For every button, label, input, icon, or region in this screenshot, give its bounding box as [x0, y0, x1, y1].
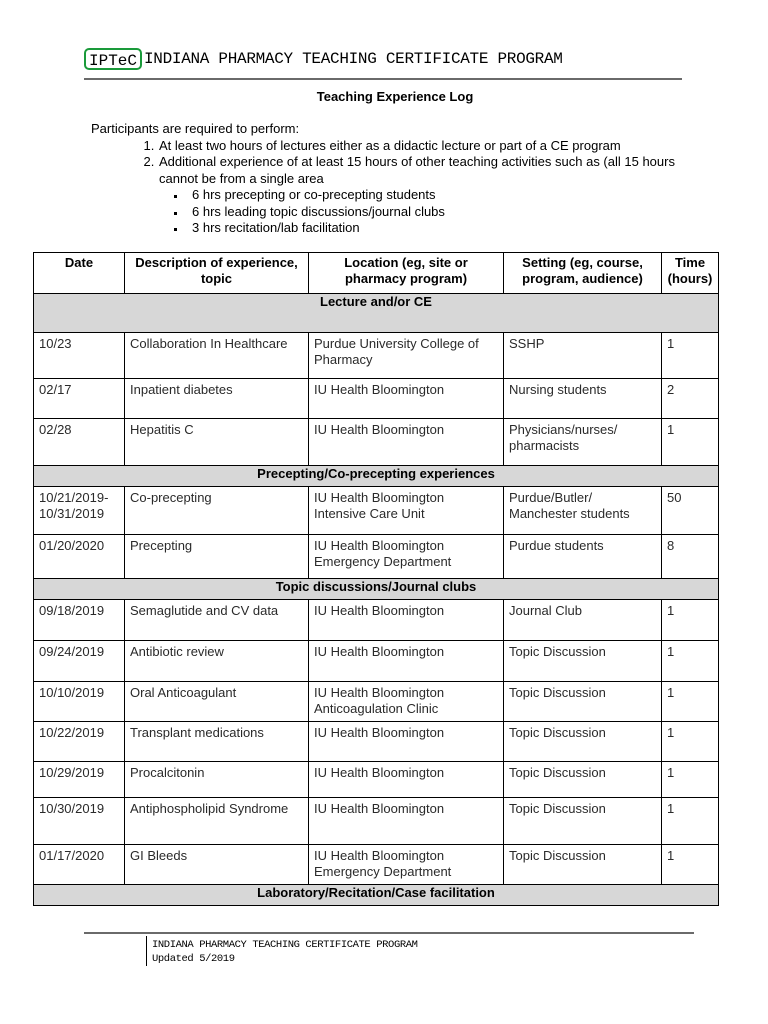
sub-requirements-list	[159, 187, 679, 237]
cell-time: 1	[662, 600, 719, 641]
cell-time: 1	[662, 845, 719, 885]
cell-location: Purdue University College of Pharmacy	[309, 333, 504, 379]
header-setting: Setting (eg, course, program, audience)	[504, 253, 662, 294]
footer-divider	[84, 932, 694, 934]
section-row-lecture	[34, 294, 719, 333]
cell-date: 01/20/2020	[34, 535, 125, 579]
cell-description: Transplant medications	[125, 722, 309, 762]
cell-description: Oral Anticoagulant	[125, 682, 309, 722]
sub-requirement-item: ▪ 3 hrs recitation/lab facilitation	[186, 220, 679, 237]
cell-description: Antibiotic review	[125, 641, 309, 682]
header-date: Date	[34, 253, 125, 294]
section-label: Precepting/Co-precepting experiences	[34, 466, 719, 487]
cell-time: 1	[662, 798, 719, 845]
table-row	[34, 600, 719, 641]
header-title: INDIANA PHARMACY TEACHING CERTIFICATE PROGRAM	[144, 50, 563, 68]
cell-location: IU Health Bloomington Intensive Care Unit	[309, 487, 504, 535]
cell-date: 10/10/2019	[34, 682, 125, 722]
header-time: Time (hours)	[662, 253, 719, 294]
cell-time: 1	[662, 682, 719, 722]
cell-date: 02/17	[34, 379, 125, 419]
header-divider	[84, 78, 682, 80]
cell-date: 10/21/2019- 10/31/2019	[34, 487, 125, 535]
cell-description: Antiphospholipid Syndrome	[125, 798, 309, 845]
footer-program-name: INDIANA PHARMACY TEACHING CERTIFICATE PROGRAM	[152, 939, 418, 951]
cell-location: IU Health Bloomington	[309, 722, 504, 762]
cell-date: 10/22/2019	[34, 722, 125, 762]
requirement-item	[158, 154, 679, 237]
requirements-intro	[91, 121, 679, 237]
requirement-item: 1. At least two hours of lectures either as a didactic lecture or part of a CE program	[158, 138, 679, 155]
cell-location: IU Health Bloomington	[309, 798, 504, 845]
page-header	[84, 48, 680, 78]
cell-time: 1	[662, 419, 719, 466]
cell-description: Collaboration In Healthcare	[125, 333, 309, 379]
header-location: Location (eg, site or pharmacy program)	[309, 253, 504, 294]
program-logo: IPTeC	[84, 48, 142, 70]
cell-setting: Nursing students	[504, 379, 662, 419]
requirements-list	[91, 138, 679, 237]
section-row-topic	[34, 579, 719, 600]
section-label: Laboratory/Recitation/Case facilitation	[34, 885, 719, 906]
cell-time: 8	[662, 535, 719, 579]
table-row	[34, 487, 719, 535]
cell-description: Precepting	[125, 535, 309, 579]
cell-description: Co-precepting	[125, 487, 309, 535]
table-row	[34, 535, 719, 579]
cell-setting: Topic Discussion	[504, 798, 662, 845]
cell-date: 10/30/2019	[34, 798, 125, 845]
section-label: Topic discussions/Journal clubs	[34, 579, 719, 600]
cell-date: 09/24/2019	[34, 641, 125, 682]
cell-setting: Purdue students	[504, 535, 662, 579]
cell-time: 1	[662, 333, 719, 379]
cell-setting: Topic Discussion	[504, 762, 662, 798]
cell-time: 1	[662, 641, 719, 682]
table-row	[34, 762, 719, 798]
cell-setting: SSHP	[504, 333, 662, 379]
table-row	[34, 419, 719, 466]
section-label: Lecture and/or CE	[34, 294, 719, 333]
cell-date: 01/17/2020	[34, 845, 125, 885]
sub-requirement-item: ▪ 6 hrs precepting or co-precepting students	[186, 187, 679, 204]
table-row	[34, 682, 719, 722]
table-row	[34, 333, 719, 379]
teaching-log-table	[33, 252, 719, 906]
cell-time: 1	[662, 722, 719, 762]
cell-location: IU Health Bloomington Emergency Department	[309, 535, 504, 579]
cell-location: IU Health Bloomington	[309, 600, 504, 641]
table-header-row	[34, 253, 719, 294]
intro-text: Participants are required to perform:	[91, 121, 300, 136]
sub-requirement-item: ▪ 6 hrs leading topic discussions/journal clubs	[186, 204, 679, 221]
cell-time: 1	[662, 762, 719, 798]
cell-location: IU Health Bloomington	[309, 419, 504, 466]
page-footer	[152, 938, 418, 966]
cell-description: Hepatitis C	[125, 419, 309, 466]
table-row	[34, 798, 719, 845]
document-title: Teaching Experience Log	[316, 89, 474, 104]
section-row-lab	[34, 885, 719, 906]
cell-description: Semaglutide and CV data	[125, 600, 309, 641]
cell-date: 09/18/2019	[34, 600, 125, 641]
cell-description: Procalcitonin	[125, 762, 309, 798]
cell-location: IU Health Bloomington Anticoagulation Clinic	[309, 682, 504, 722]
table-row	[34, 379, 719, 419]
table-row	[34, 722, 719, 762]
cell-setting: Purdue/Butler/ Manchester students	[504, 487, 662, 535]
table-row	[34, 845, 719, 885]
cell-date: 02/28	[34, 419, 125, 466]
cell-location: IU Health Bloomington	[309, 379, 504, 419]
table-row	[34, 641, 719, 682]
cell-location: IU Health Bloomington	[309, 641, 504, 682]
cell-setting: Physicians/nurses/ pharmacists	[504, 419, 662, 466]
cell-location: IU Health Bloomington Emergency Department	[309, 845, 504, 885]
cell-setting: Topic Discussion	[504, 682, 662, 722]
cell-description: Inpatient diabetes	[125, 379, 309, 419]
cell-setting: Topic Discussion	[504, 722, 662, 762]
footer-vertical-rule	[146, 936, 147, 966]
cell-time: 2	[662, 379, 719, 419]
section-row-precepting	[34, 466, 719, 487]
cell-setting: Journal Club	[504, 600, 662, 641]
header-description: Description of experience, topic	[125, 253, 309, 294]
footer-updated-date: Updated 5/2019	[152, 953, 235, 965]
cell-date: 10/23	[34, 333, 125, 379]
cell-date: 10/29/2019	[34, 762, 125, 798]
cell-setting: Topic Discussion	[504, 845, 662, 885]
requirement-text: Additional experience of at least 15 hours of other teaching activities such as (all 15 hours cannot be from a single area	[159, 154, 675, 186]
cell-time: 50	[662, 487, 719, 535]
cell-location: IU Health Bloomington	[309, 762, 504, 798]
cell-description: GI Bleeds	[125, 845, 309, 885]
cell-setting: Topic Discussion	[504, 641, 662, 682]
